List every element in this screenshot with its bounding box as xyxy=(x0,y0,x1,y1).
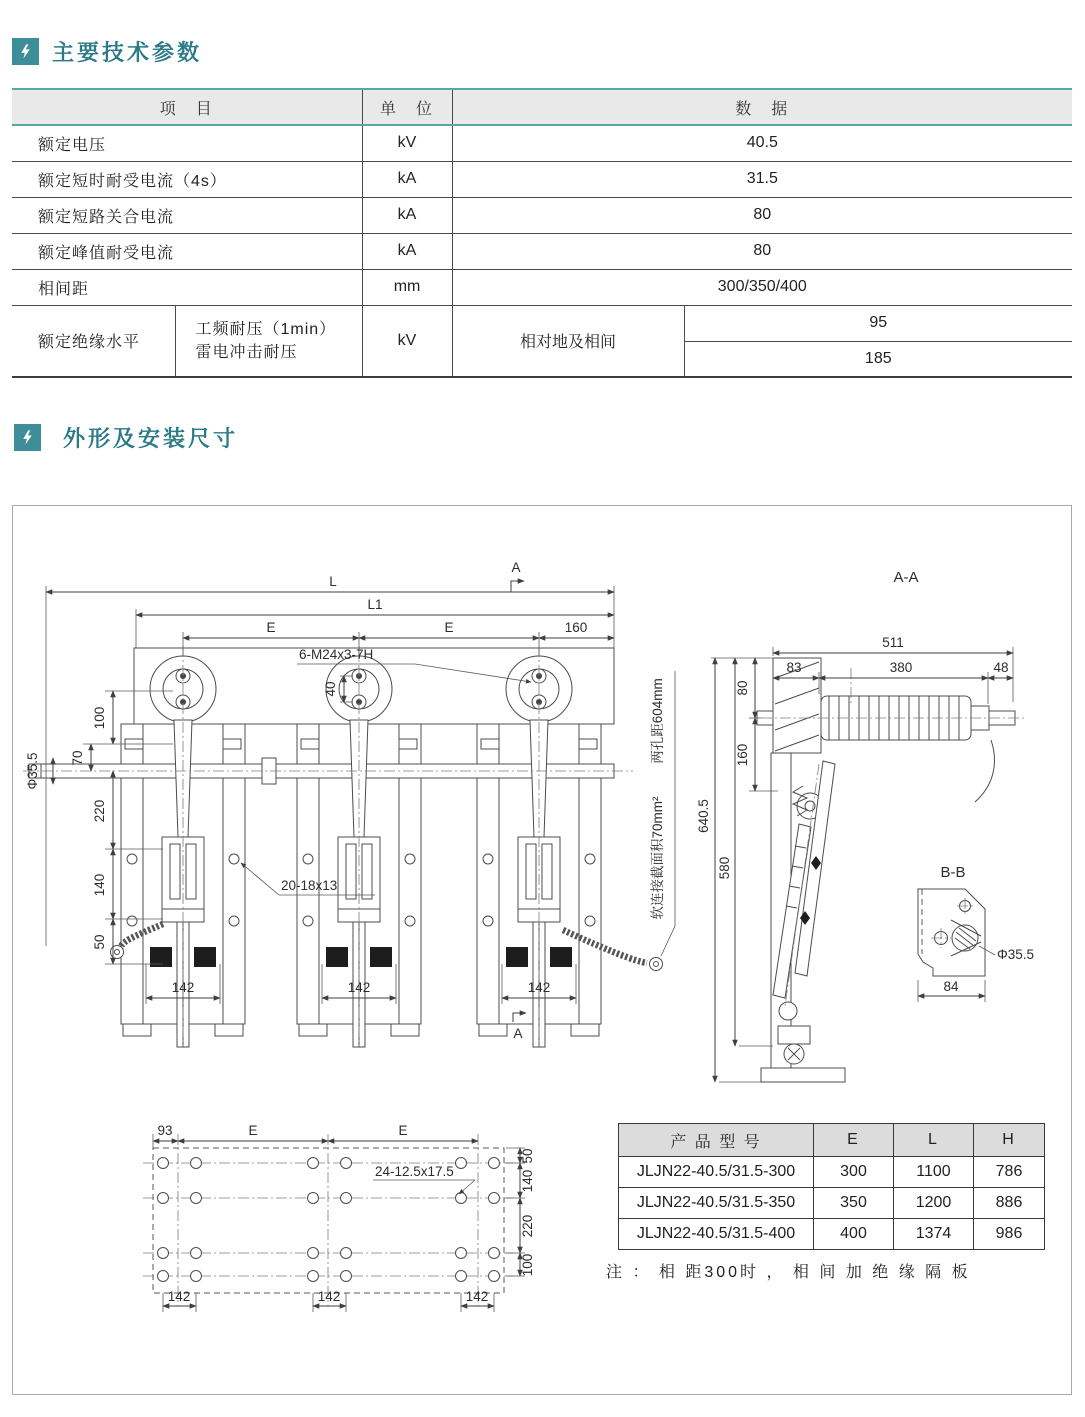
param-value: 80 xyxy=(452,233,1072,269)
param-item: 相间距 xyxy=(12,269,362,305)
model-row-300 xyxy=(619,1157,1045,1188)
param-item: 额定电压 xyxy=(12,125,362,161)
param-unit: kA xyxy=(362,197,452,233)
models-col-E: E xyxy=(814,1124,894,1157)
note-text: 注 ： 相 距300时 ， 相 间 加 绝 缘 隔 板 xyxy=(606,1264,971,1281)
model-name: JLJN22-40.5/31.5-300 xyxy=(619,1157,814,1188)
param-row-short-time-current xyxy=(12,161,1072,197)
param-value: 31.5 xyxy=(452,161,1072,197)
dim-label-fp-142c: 142 xyxy=(465,1289,489,1304)
params-col-item: 项 目 xyxy=(12,89,362,125)
dim-label-142b: 142 xyxy=(347,980,371,995)
models-header-row xyxy=(619,1124,1045,1157)
insulation-impulse-value: 185 xyxy=(684,341,1072,377)
dim-label-160: 160 xyxy=(564,620,588,635)
dim-label-fp-220: 220 xyxy=(520,1214,535,1238)
param-value: 40.5 xyxy=(452,125,1072,161)
model-L: 1374 xyxy=(894,1219,974,1250)
param-row-insulation-level xyxy=(12,305,1072,341)
dim-label-80: 80 xyxy=(735,680,750,696)
dim-label-E1: E xyxy=(266,620,276,635)
models-col-H: H xyxy=(974,1124,1045,1157)
dim-label-fp-142b: 142 xyxy=(317,1289,341,1304)
model-name: JLJN22-40.5/31.5-400 xyxy=(619,1219,814,1250)
dim-label-83: 83 xyxy=(786,660,802,675)
dim-label-511: 511 xyxy=(882,635,904,650)
insulation-power-freq-value: 95 xyxy=(684,305,1072,341)
params-col-unit: 单 位 xyxy=(362,89,452,125)
dim-label-142c: 142 xyxy=(527,980,551,995)
dim-label-220: 220 xyxy=(92,799,107,823)
model-H: 986 xyxy=(974,1219,1045,1250)
dim-label-bb-dia: Φ35.5 xyxy=(997,947,1035,962)
model-name: JLJN22-40.5/31.5-350 xyxy=(619,1188,814,1219)
dim-label-380: 380 xyxy=(889,660,913,675)
model-row-400 xyxy=(619,1219,1045,1250)
mounting-footprint-view xyxy=(143,1123,535,1312)
dim-label-L1: L1 xyxy=(367,597,383,612)
hole-label-footprint: 24-12.5x17.5 xyxy=(375,1164,454,1179)
model-H: 786 xyxy=(974,1157,1045,1188)
model-E: 400 xyxy=(814,1219,894,1250)
insulation-unit: kV xyxy=(362,305,452,377)
dim-label-640-5: 640.5 xyxy=(696,799,711,833)
param-unit: kA xyxy=(362,233,452,269)
hole-label-front: 20-18x13 xyxy=(281,878,338,893)
params-col-data: 数 据 xyxy=(452,89,1072,125)
param-item: 额定短时耐受电流（4s） xyxy=(12,161,362,197)
models-col-model: 产 品 型 号 xyxy=(619,1124,814,1157)
outline-drawing-panel xyxy=(12,505,1072,1395)
dim-label-fp-140: 140 xyxy=(520,1169,535,1193)
section-mark-a-top: A xyxy=(511,560,521,575)
param-row-rated-voltage xyxy=(12,125,1072,161)
param-unit: kV xyxy=(362,125,452,161)
dim-label-fp-E1: E xyxy=(248,1123,258,1138)
section-aa-view xyxy=(696,569,1027,1082)
section-mark-a-bottom: A xyxy=(513,1026,523,1041)
section-title-tech-params: 主要技术参数 xyxy=(52,40,203,65)
dim-label-fp-100: 100 xyxy=(520,1253,535,1277)
dim-label-142a: 142 xyxy=(171,980,195,995)
dim-label-shaft-dia: Φ35.5 xyxy=(25,752,40,790)
dim-label-84: 84 xyxy=(943,979,959,994)
insulation-test-line2: 雷电冲击耐压 xyxy=(195,343,298,361)
insulation-tests xyxy=(175,305,362,377)
note-flex-section: 软连接截面积70mm² xyxy=(650,796,665,920)
dim-label-40: 40 xyxy=(323,681,338,697)
dim-label-580: 580 xyxy=(717,856,732,880)
section-header-dimensions xyxy=(14,422,238,453)
models-table xyxy=(618,1123,1045,1250)
tech-params-table xyxy=(12,88,1072,378)
section-aa-title: A-A xyxy=(893,569,919,586)
model-L: 1100 xyxy=(894,1157,974,1188)
dim-label-aa-160: 160 xyxy=(735,743,750,767)
insulation-test-line1: 工频耐压（1min） xyxy=(195,320,337,338)
section-header-tech-params xyxy=(12,36,202,67)
param-item: 额定短路关合电流 xyxy=(12,197,362,233)
model-L: 1200 xyxy=(894,1188,974,1219)
insulation-scope: 相对地及相间 xyxy=(452,305,684,377)
dim-label-50: 50 xyxy=(92,934,107,950)
param-row-making-current xyxy=(12,197,1072,233)
section-bb-view xyxy=(918,864,1034,1002)
param-item: 额定峰值耐受电流 xyxy=(12,233,362,269)
param-row-phase-spacing xyxy=(12,269,1072,305)
model-row-350 xyxy=(619,1188,1045,1219)
note-hole-distance: 两孔距604mm xyxy=(650,678,665,764)
param-unit: kA xyxy=(362,161,452,197)
param-unit: mm xyxy=(362,269,452,305)
dim-label-48: 48 xyxy=(993,660,1009,675)
section-bb-title: B-B xyxy=(940,864,966,881)
lightning-icon xyxy=(12,38,39,65)
models-col-L: L xyxy=(894,1124,974,1157)
dim-label-140: 140 xyxy=(92,873,107,897)
model-E: 300 xyxy=(814,1157,894,1188)
dim-label-fp-E2: E xyxy=(398,1123,408,1138)
dim-label-fp-50: 50 xyxy=(520,1148,535,1164)
param-row-peak-current xyxy=(12,233,1072,269)
dim-label-E2: E xyxy=(444,620,454,635)
params-header-row xyxy=(12,89,1072,125)
section-title-dimensions: 外形及安装尺寸 xyxy=(63,426,239,451)
thread-label: 6-M24x3-7H xyxy=(299,647,374,662)
param-value: 300/350/400 xyxy=(452,269,1072,305)
dim-label-93: 93 xyxy=(157,1123,173,1138)
model-H: 886 xyxy=(974,1188,1045,1219)
dim-label-100: 100 xyxy=(92,706,107,730)
insulation-item: 额定绝缘水平 xyxy=(12,305,175,377)
param-value: 80 xyxy=(452,197,1072,233)
dim-label-L: L xyxy=(329,574,337,589)
dim-label-70: 70 xyxy=(70,750,85,766)
model-E: 350 xyxy=(814,1188,894,1219)
lightning-icon xyxy=(14,424,41,451)
front-view xyxy=(23,560,675,1047)
dim-label-fp-142a: 142 xyxy=(167,1289,191,1304)
